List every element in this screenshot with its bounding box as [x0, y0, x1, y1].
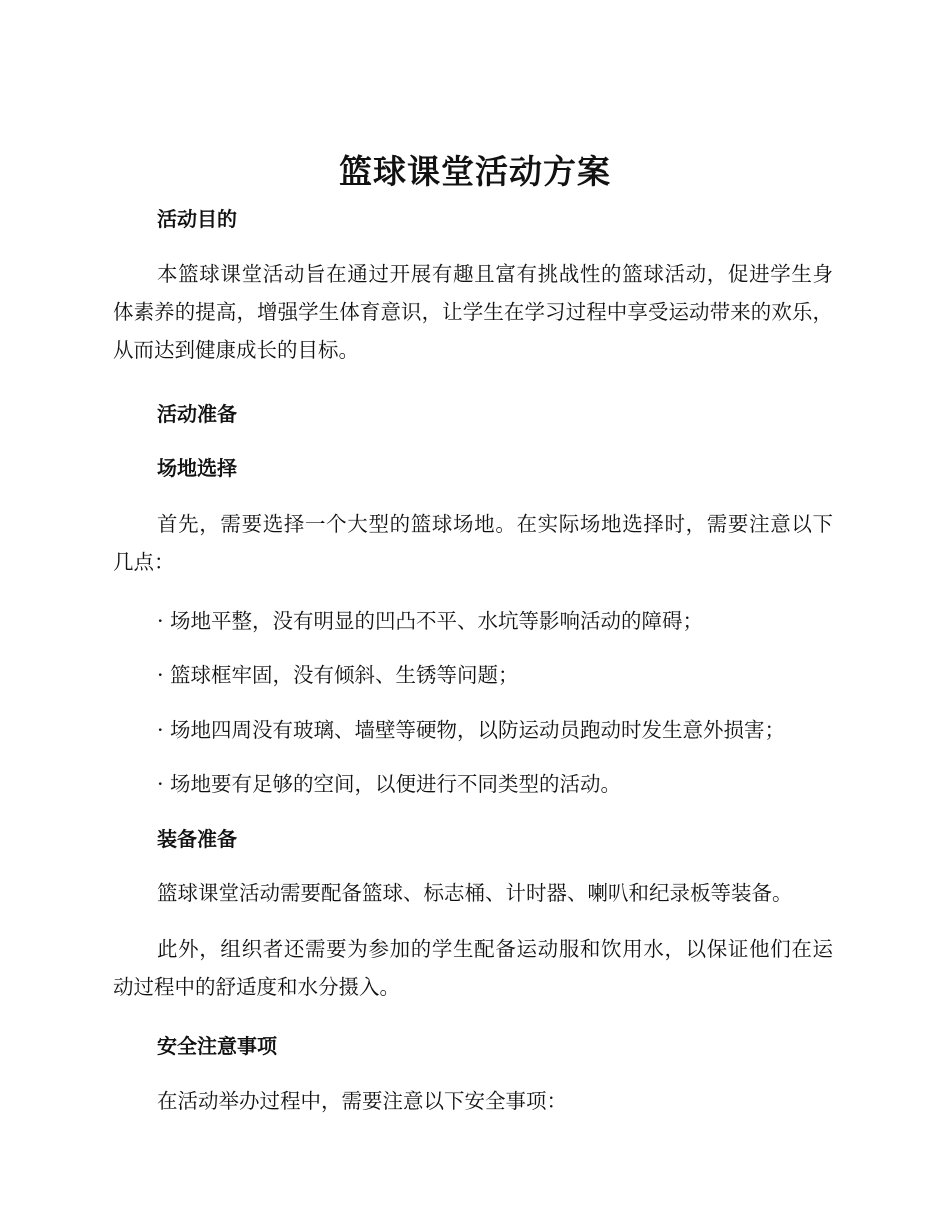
list-item-venue-1: · 场地平整，没有明显的凹凸不平、水坑等影响活动的障碍； — [157, 609, 704, 633]
list-item-venue-4: · 场地要有足够的空间，以便进行不同类型的活动。 — [157, 772, 622, 796]
list-item-venue-2: · 篮球框牢固，没有倾斜、生锈等问题； — [157, 663, 519, 687]
heading-venue: 场地选择 — [157, 456, 237, 480]
heading-prep: 活动准备 — [157, 402, 237, 426]
paragraph-equipment-1: 篮球课堂活动需要配备篮球、标志桶、计时器、喇叭和纪录板等装备。 — [157, 881, 793, 905]
document-title: 篮球课堂活动方案 — [339, 152, 611, 191]
paragraph-venue: 首先，需要选择一个大型的篮球场地。在实际场地选择时，需要注意以下几点： — [113, 512, 833, 574]
heading-equipment: 装备准备 — [157, 827, 237, 851]
paragraph-safety: 在活动举办过程中，需要注意以下安全事项： — [157, 1089, 567, 1113]
heading-purpose: 活动目的 — [157, 207, 237, 231]
paragraph-purpose: 本篮球课堂活动旨在通过开展有趣且富有挑战性的篮球活动，促进学生身体素养的提高，增强学生体育意识，让学生在学习过程中享受运动带来的欢乐，从而达到健康成长的目标。 — [113, 262, 833, 362]
list-item-venue-3: · 场地四周没有玻璃、墙壁等硬物，以防运动员跑动时发生意外损害； — [157, 718, 786, 742]
heading-safety: 安全注意事项 — [157, 1034, 277, 1058]
paragraph-equipment-2: 此外，组织者还需要为参加的学生配备运动服和饮用水，以保证他们在运动过程中的舒适度和水分摄入。 — [113, 937, 833, 999]
